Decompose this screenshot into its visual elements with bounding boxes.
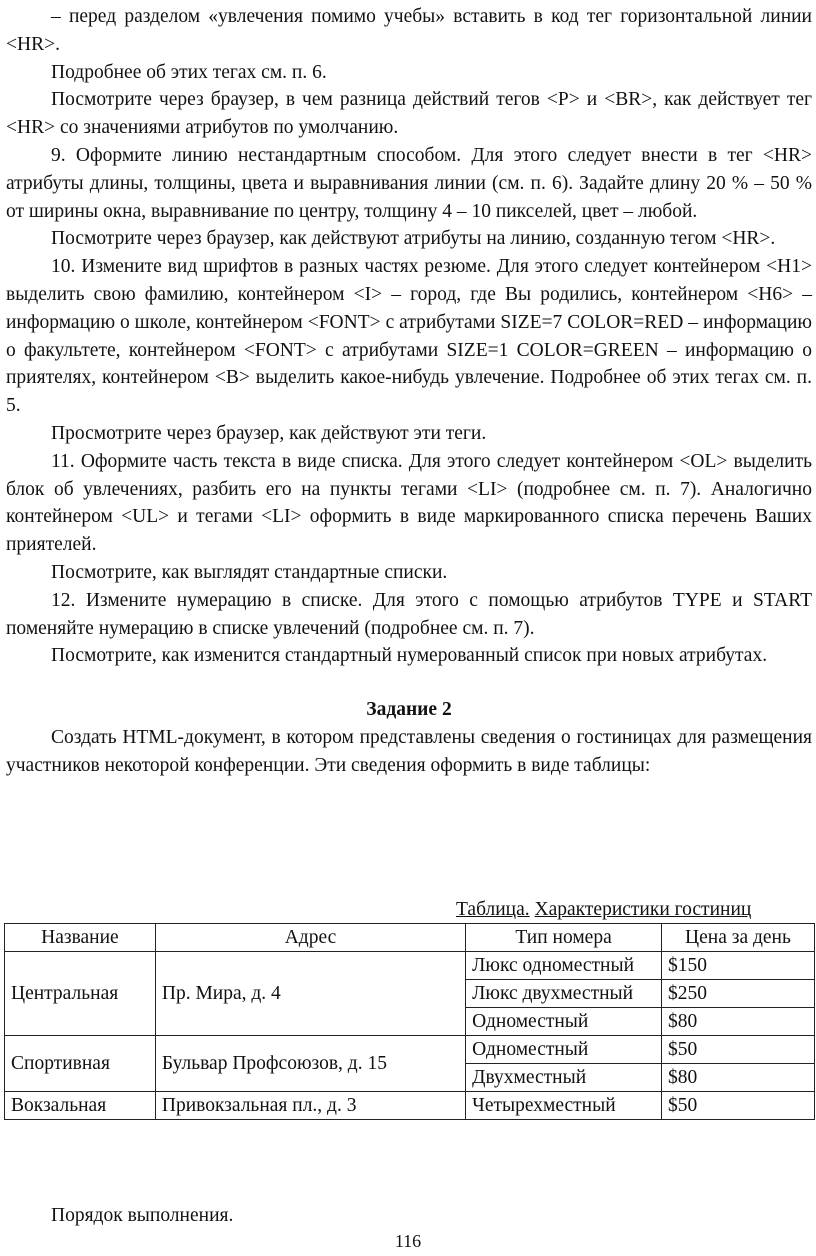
table-row xyxy=(5,1036,815,1064)
room-price-cell: $80 xyxy=(661,1064,814,1092)
header-cell: Адрес xyxy=(155,924,465,952)
room-type-cell: Люкс двухместный xyxy=(466,980,662,1008)
paragraph: 11. Оформите часть текста в виде списка. Для этого следует контейнером <OL> выделить блок об увлечениях, разбить его на пункты тегами <LI> (подробнее см. п. 7). Аналогично контейнером <UL> и тегами <LI> оформить в виде маркированного списка перечень Ваших приятелей. xyxy=(6,450,812,556)
paragraph: 9. Оформите линию нестандартным способом. Для этого следует внести в тег <HR> атрибуты длины, толщины, цвета и выравнивания линии (см. п. 6). Задайте длину 20 % – 50 % от ширины окна, выравнивание по центру, толщину 4 – 10 пикселей, цвет – любой. xyxy=(6,144,812,222)
paragraph: Просмотрите через браузер, как действуют эти теги. xyxy=(51,422,487,444)
paragraph: Посмотрите, как выглядят стандартные списки. xyxy=(51,561,448,583)
room-price-cell: $150 xyxy=(661,952,814,980)
hotels-table xyxy=(4,923,815,1120)
hotel-address-cell: Бульвар Профсоюзов, д. 15 xyxy=(155,1036,465,1092)
room-type-cell: Четырехместный xyxy=(466,1092,662,1120)
body-text xyxy=(6,3,812,780)
paragraph: 12. Измените нумерацию в списке. Для этого с помощью атрибутов TYPE и START поменяйте нумерацию в списке увлечений (подробнее см. п. 7). xyxy=(6,589,812,639)
room-price-cell: $50 xyxy=(661,1092,814,1120)
task-paragraph: Создать HTML-документ, в котором представлены сведения о гостиницах для размещения участников некоторой конференции. Эти сведения оформить в виде таблицы: xyxy=(6,726,812,776)
paragraph: Посмотрите через браузер, как действуют атрибуты на линию, созданную тегом <HR>. xyxy=(51,228,776,250)
table-caption xyxy=(456,896,751,924)
paragraph: Посмотрите, как изменится стандартный нумерованный список при новых атрибутах. xyxy=(51,645,768,667)
paragraph: 10. Измените вид шрифтов в разных частях резюме. Для этого следует контейнером <H1> выделить свою фамилию, контейнером <I> – город, где Вы родились, контейнером <H6> – информацию о школе, контейнером <FONT> с атрибутами SIZE=7 COLOR=RED – информацию о факультете, контейнером <FONT> с атрибутами SIZE=1 COLOR=GREEN – информацию о приятелях, контейнером <B> выделить какое-нибудь увлечение. Подробнее об этих тегах см. п. 5. xyxy=(6,256,812,417)
paragraph: – перед разделом «увлечения помимо учебы» вставить в код тег горизонтальной линии <HR>. xyxy=(6,6,812,55)
hotel-address-cell: Пр. Мира, д. 4 xyxy=(155,952,465,1036)
table-row xyxy=(5,1092,815,1120)
room-type-cell: Одноместный xyxy=(466,1008,662,1036)
hotel-name-cell: Центральная xyxy=(5,952,156,1036)
hotel-name-cell: Вокзальная xyxy=(5,1092,156,1120)
hotel-name-cell: Спортивная xyxy=(5,1036,156,1092)
paragraph: Посмотрите через браузер, в чем разница действий тегов <P> и <BR>, как действует тег <HR> со значениями атрибутов по умолчанию. xyxy=(6,89,812,139)
room-price-cell: $80 xyxy=(661,1008,814,1036)
room-type-cell: Двухместный xyxy=(466,1064,662,1092)
task-heading: Задание 2 xyxy=(366,699,452,721)
room-type-cell: Люкс одноместный xyxy=(466,952,662,980)
paragraph: Подробнее об этих тегах см. п. 6. xyxy=(51,61,327,83)
hotel-address-cell: Привокзальная пл., д. 3 xyxy=(155,1092,465,1120)
table-caption-label: Таблица. xyxy=(456,899,530,920)
page-number: 116 xyxy=(394,1231,422,1251)
table-caption-title: Характеристики гостиниц xyxy=(534,899,752,920)
room-price-cell: $50 xyxy=(661,1036,814,1064)
procedure-heading: Порядок выполнения. xyxy=(51,1205,234,1226)
header-cell: Цена за день xyxy=(661,924,814,952)
spacer xyxy=(6,670,812,696)
room-price-cell: $250 xyxy=(661,980,814,1008)
table-row xyxy=(5,952,815,980)
header-cell: Название xyxy=(5,924,156,952)
header-cell: Тип номера xyxy=(466,924,662,952)
room-type-cell: Одноместный xyxy=(466,1036,662,1064)
table-header-row xyxy=(5,924,815,952)
